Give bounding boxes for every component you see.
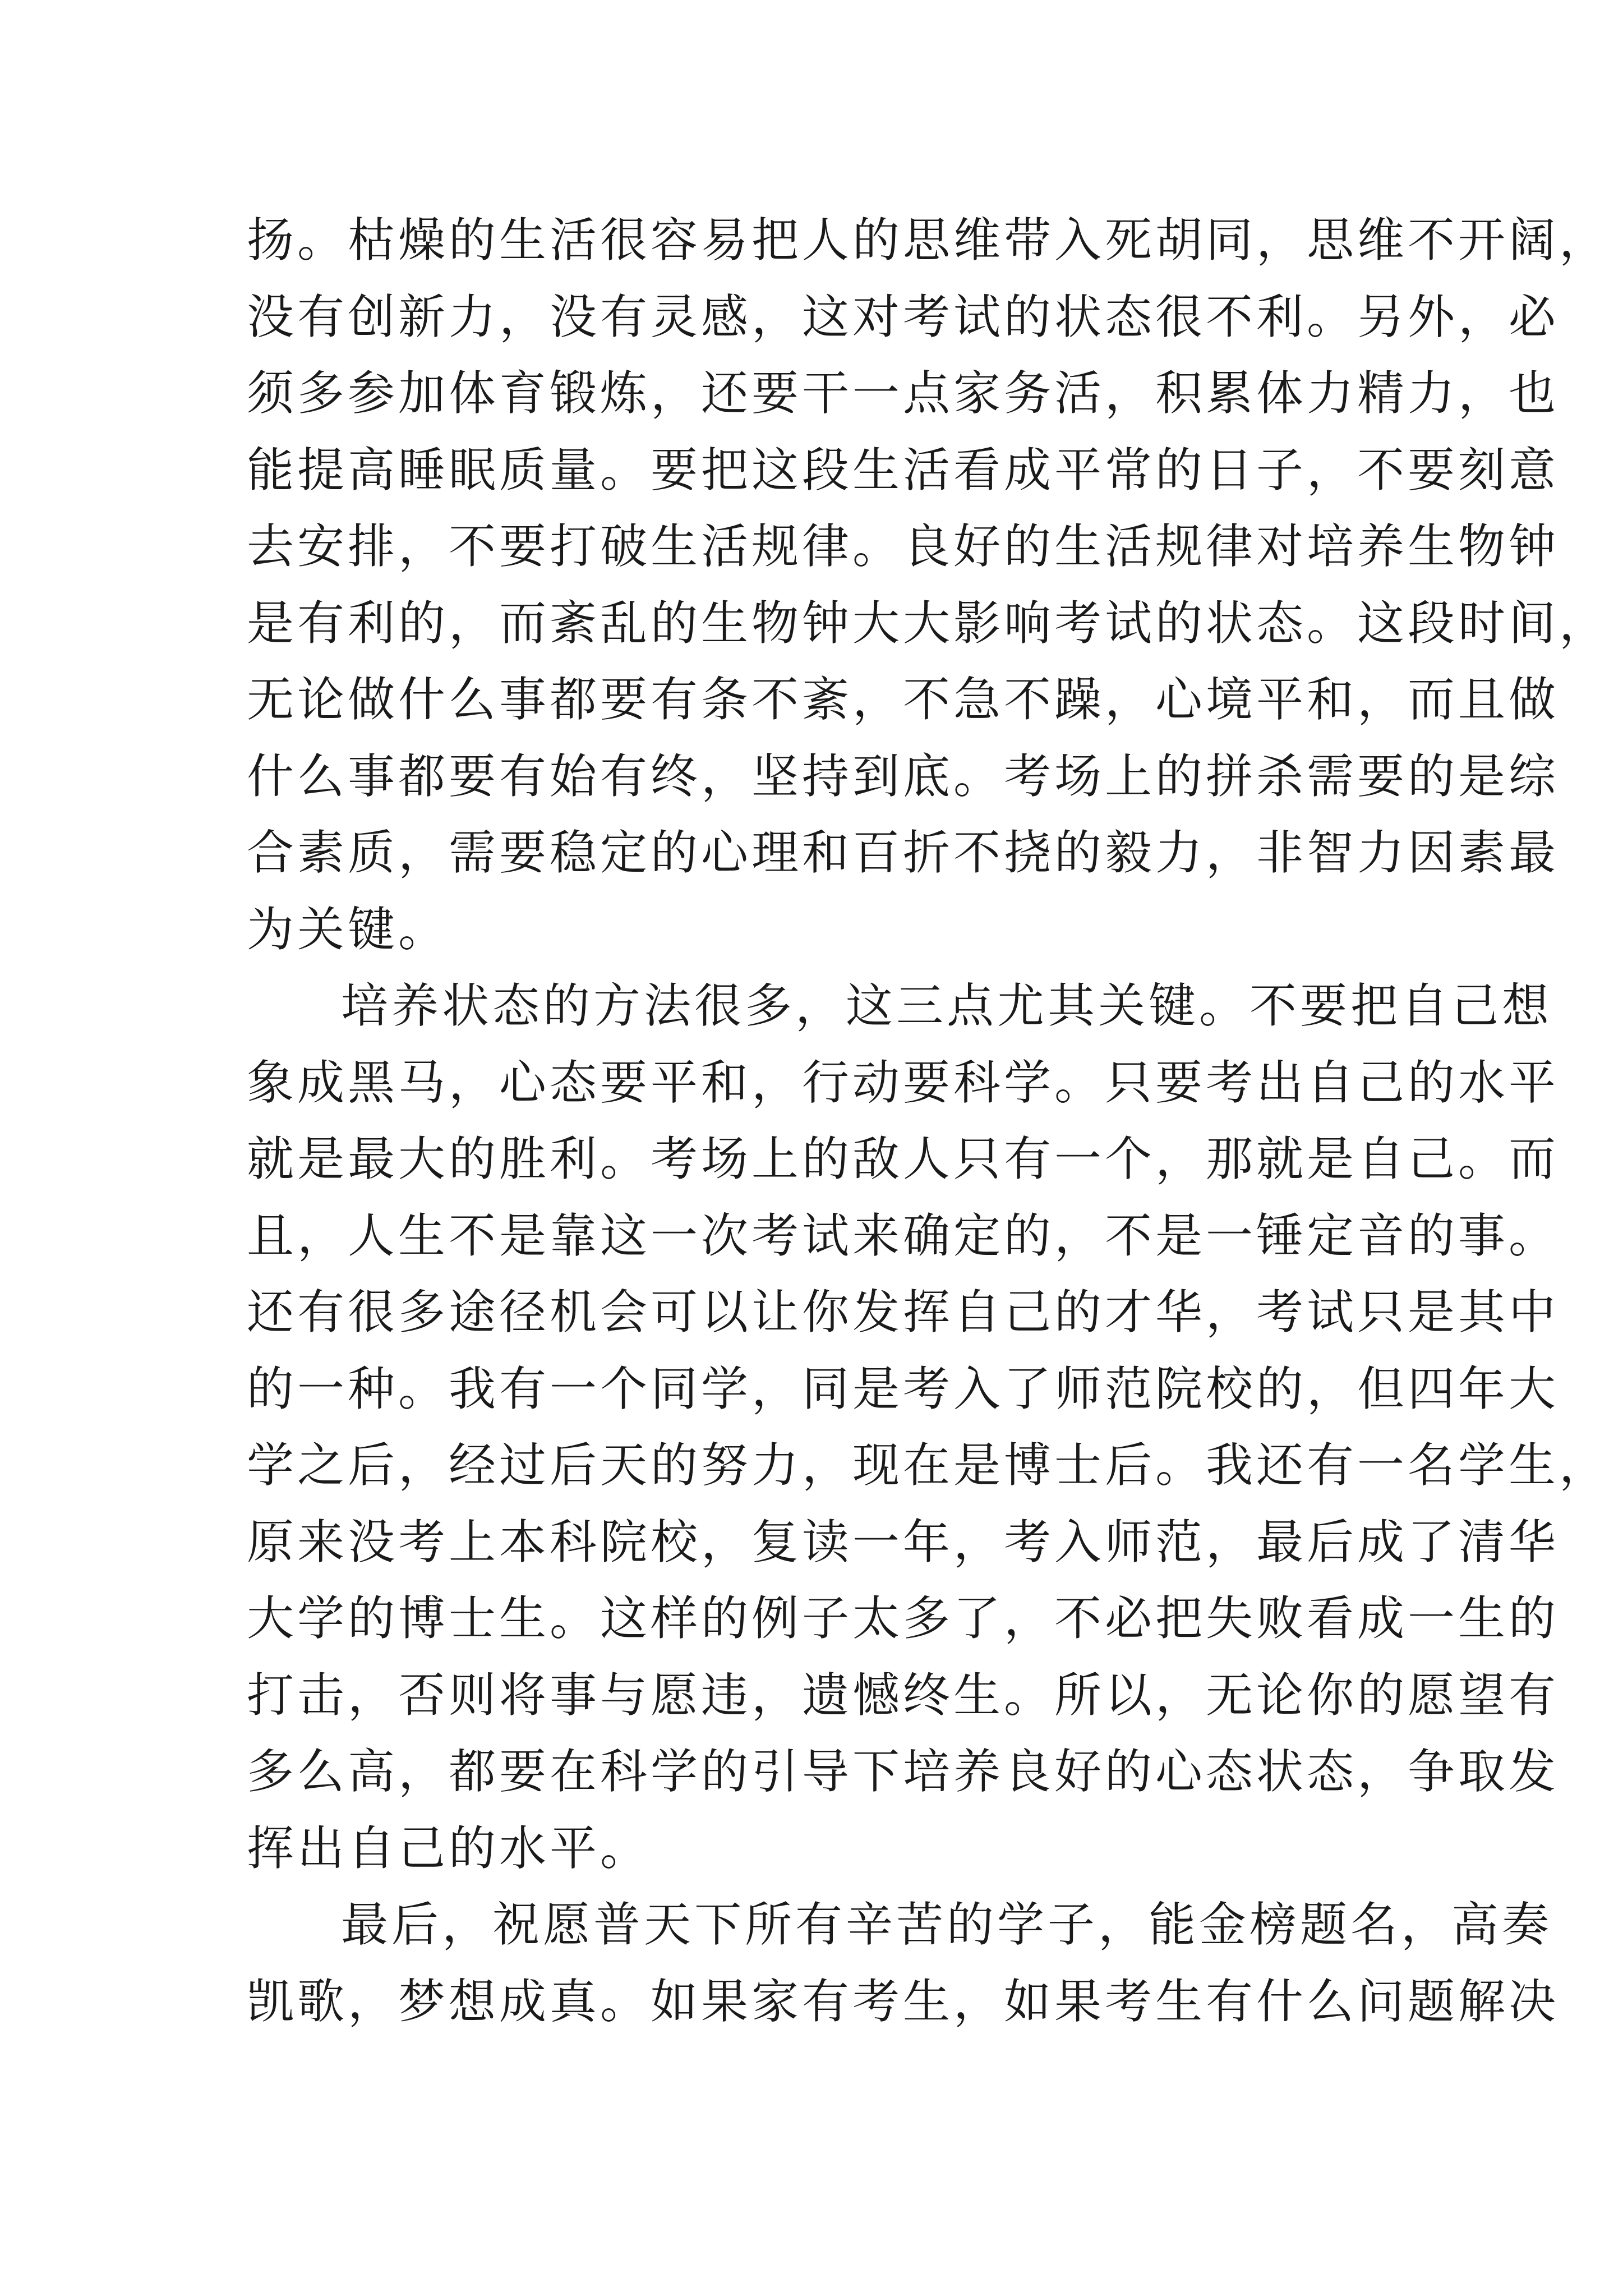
text-line: 合素质，需要稳定的心理和百折不挠的毅力，非智力因素最 — [247, 825, 1560, 880]
body-text — [247, 202, 1610, 2040]
text-line: 象成黑马，心态要平和，行动要科学。只要考出自己的水平 — [247, 1055, 1560, 1110]
paragraph-1 — [247, 202, 1610, 968]
text-line: 学之后，经过后天的努力，现在是博士后。我还有一名学生， — [247, 1438, 1610, 1493]
text-line: 的一种。我有一个同学，同是考入了师范院校的，但四年大 — [247, 1361, 1560, 1416]
text-line: 什么事都要有始有终，坚持到底。考场上的拼杀需要的是综 — [247, 748, 1560, 804]
text-line: 凯歌，梦想成真。如果家有考生，如果考生有什么问题解决 — [247, 1973, 1560, 2029]
text-line: 原来没考上本科院校，复读一年，考入师范，最后成了清华 — [247, 1514, 1560, 1570]
text-line: 没有创新力，没有灵感，这对考试的状态很不利。另外，必 — [247, 289, 1560, 344]
text-line: 须多参加体育锻炼，还要干一点家务活，积累体力精力，也 — [247, 366, 1560, 421]
text-line: 无论做什么事都要有条不紊，不急不躁，心境平和，而且做 — [247, 672, 1560, 727]
text-line: 是有利的，而紊乱的生物钟大大影响考试的状态。这段时间， — [247, 595, 1610, 651]
paragraph-3 — [247, 1887, 1560, 2040]
text-line: 就是最大的胜利。考场上的敌人只有一个，那就是自己。而 — [247, 1131, 1560, 1186]
paragraph-2 — [247, 968, 1610, 1887]
text-line: 挥出自己的水平。 — [247, 1820, 651, 1876]
text-line: 培养状态的方法很多，这三点尤其关键。不要把自己想 — [341, 978, 1553, 1033]
text-line: 多么高，都要在科学的引导下培养良好的心态状态，争取发 — [247, 1744, 1560, 1799]
text-line: 扬。枯燥的生活很容易把人的思维带入死胡同，思维不开阔， — [247, 213, 1610, 268]
text-line: 为关键。 — [247, 901, 449, 957]
text-line: 且，人生不是靠这一次考试来确定的，不是一锤定音的事。 — [247, 1208, 1560, 1263]
text-line: 打击，否则将事与愿违，遗憾终生。所以，无论你的愿望有 — [247, 1667, 1560, 1723]
text-line: 最后，祝愿普天下所有辛苦的学子，能金榜题名，高奏 — [341, 1897, 1553, 1952]
text-line: 能提高睡眠质量。要把这段生活看成平常的日子，不要刻意 — [247, 442, 1560, 498]
text-line: 还有很多途径机会可以让你发挥自己的才华，考试只是其中 — [247, 1285, 1560, 1340]
text-line: 去安排，不要打破生活规律。良好的生活规律对培养生物钟 — [247, 519, 1560, 574]
text-line: 大学的博士生。这样的例子太多了，不必把失败看成一生的 — [247, 1591, 1560, 1646]
